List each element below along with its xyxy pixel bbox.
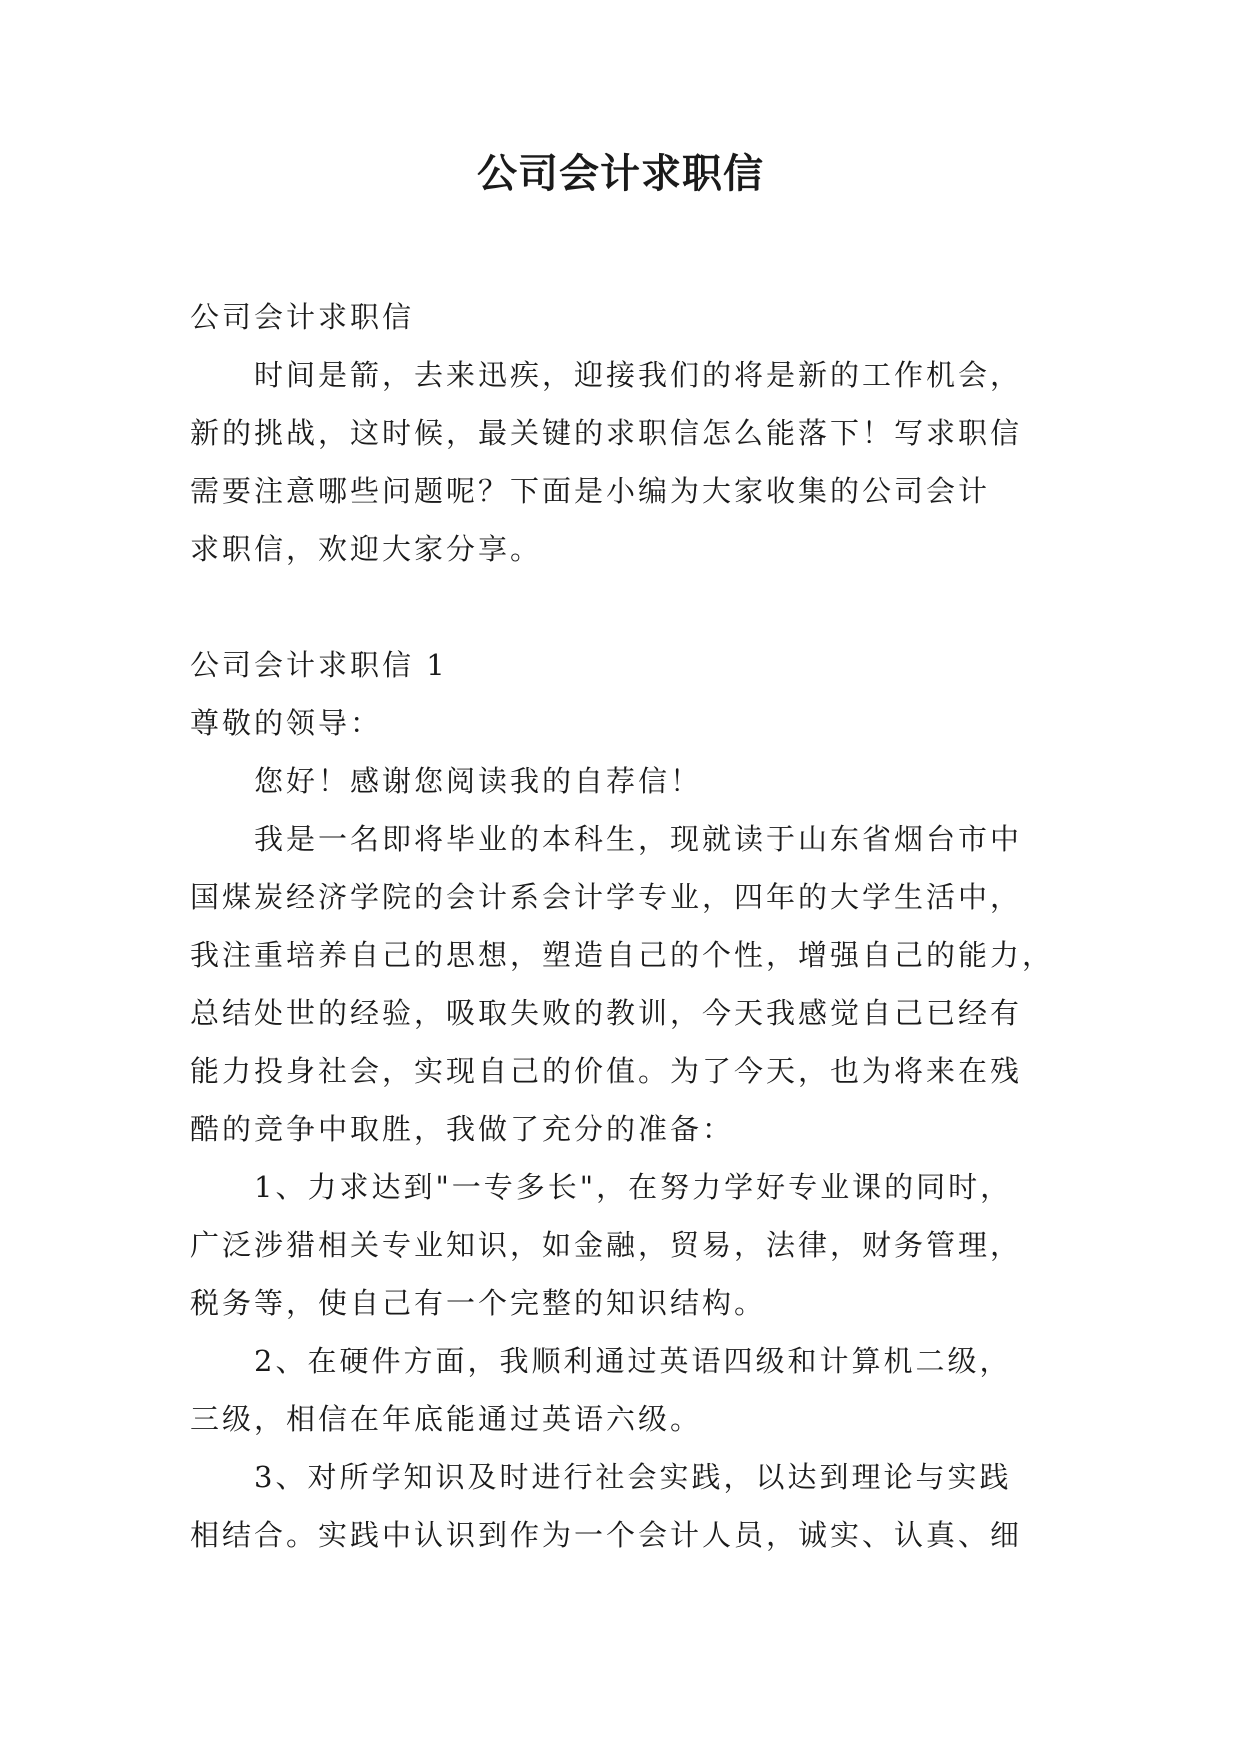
greeting-line: 您好！感谢您阅读我的自荐信！ — [254, 764, 703, 798]
section-heading: 公司会计求职信 1 — [190, 648, 448, 682]
letter-line: 3、对所学知识及时进行社会实践，以达到理论与实践 — [254, 1460, 1012, 1494]
letter-line: 税务等，使自己有一个完整的知识结构。 — [190, 1286, 767, 1320]
letter-line: 总结处世的经验，吸取失败的教训，今天我感觉自己已经有 — [190, 996, 1023, 1030]
letter-line: 相结合。实践中认识到作为一个会计人员，诚实、认真、细 — [190, 1518, 1023, 1552]
paragraph-gap — [190, 578, 1060, 636]
intro-line: 求职信，欢迎大家分享。 — [190, 532, 543, 566]
subtitle-line: 公司会计求职信 — [190, 300, 415, 334]
letter-line: 我是一名即将毕业的本科生，现就读于山东省烟台市中 — [254, 822, 1023, 856]
letter-line: 酷的竞争中取胜，我做了充分的准备： — [190, 1112, 735, 1146]
document-title: 公司会计求职信 — [477, 151, 764, 197]
letter-line: 2、在硬件方面，我顺利通过英语四级和计算机二级， — [254, 1344, 1012, 1378]
document-body — [190, 288, 1060, 1564]
letter-line: 三级，相信在年底能通过英语六级。 — [190, 1402, 703, 1436]
salutation: 尊敬的领导： — [190, 706, 383, 740]
letter-line: 能力投身社会，实现自己的价值。为了今天，也为将来在残 — [190, 1054, 1023, 1088]
letter-line: 广泛涉猎相关专业知识，如金融，贸易，法律，财务管理， — [190, 1228, 1023, 1262]
intro-line: 需要注意哪些问题呢？下面是小编为大家收集的公司会计 — [190, 474, 991, 508]
letter-line: 1、力求达到"一专多长"，在努力学好专业课的同时， — [254, 1170, 1013, 1204]
letter-line: 我注重培养自己的思想，塑造自己的个性，增强自己的能力， — [190, 938, 1055, 972]
intro-line: 新的挑战，这时候，最关键的求职信怎么能落下！写求职信 — [190, 416, 1023, 450]
letter-line: 国煤炭经济学院的会计系会计学专业，四年的大学生活中， — [190, 880, 1023, 914]
intro-line: 时间是箭，去来迅疾，迎接我们的将是新的工作机会， — [254, 358, 1023, 392]
